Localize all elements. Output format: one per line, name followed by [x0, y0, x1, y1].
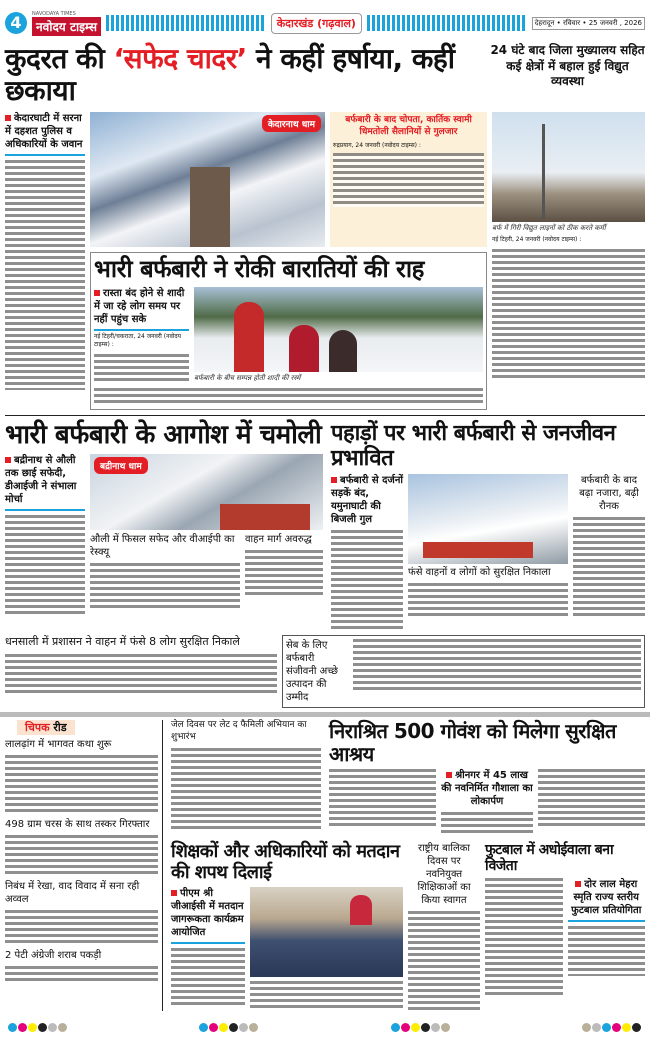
article-body [5, 910, 158, 946]
section-c-top [171, 720, 645, 836]
article-body [90, 563, 240, 611]
wedding-box [90, 252, 487, 409]
article-body [94, 388, 483, 406]
kedarnath-tag: केदारनाथ धाम [262, 115, 321, 132]
wedding-photo-column [194, 287, 483, 384]
gau-body [329, 769, 645, 836]
voter-photo [250, 887, 403, 977]
janjivan-story [331, 421, 645, 631]
wedding-text-column [94, 287, 189, 384]
box-dateline: रुद्रप्रयाग, 24 जनवरी (नवोदय टाइम्स) : [333, 141, 421, 149]
wedding-photo [194, 287, 483, 372]
page-number: 4 [5, 12, 27, 34]
janjivan-side: बर्फबारी के बाद बढ़ा नजारा, बढ़ी रौनक [579, 475, 639, 513]
jail-headline: जेल दिवस पर लेट द फैमिली अभियान का शुभारंभ [171, 720, 307, 743]
roofs-shape [423, 542, 533, 558]
box-title: धिमतोली सैलानियों से गुलजार [359, 127, 458, 138]
quick-read-label [17, 720, 75, 735]
janjivan-headline: पहाड़ों पर भारी बर्फबारी से जनजीवन प्रभावित [331, 420, 616, 472]
apple-box [282, 635, 645, 708]
chamoli-right [90, 454, 323, 615]
article-body [171, 748, 321, 832]
registration-marks [5, 1011, 645, 1040]
chamoli-bullet: बद्रीनाथ से औली तक छाई सफेदी, डीआईजी ने संभाला मोर्चा [5, 454, 85, 506]
section-tag: केदारखंड (गढ़वाल) [271, 13, 362, 34]
badrinath-photo [90, 454, 323, 530]
chamoli-sub2-block [245, 533, 323, 611]
divider [568, 920, 646, 922]
article-body [250, 981, 403, 1011]
header-city: देहरादून [534, 18, 555, 27]
label-black: रीड [49, 721, 67, 735]
header-stripes [106, 15, 266, 31]
divider [171, 942, 245, 944]
groom-shape [234, 302, 264, 372]
brief-headline: लालढ़ांग में भागवत कथा शुरू [5, 739, 112, 751]
dhansali-row [5, 635, 645, 708]
gau-story [329, 720, 645, 836]
voter-right [250, 887, 403, 1011]
article-body [329, 769, 436, 829]
football-story [485, 842, 645, 1011]
divider [94, 329, 189, 331]
power-caption: बर्फ में गिरी विद्युत लाइनों को ठीक करते कर्मी [492, 224, 606, 233]
headline-red-part: ‘सफेद चादर’ [113, 42, 247, 75]
janjivan-right [573, 474, 645, 630]
lead-left-column [5, 112, 85, 409]
header-date: 25 जनवरी , 2026 [588, 18, 642, 27]
dhansali-headline: धनसाली में प्रशासन ने वाहन में फंसे 8 लोग सुरक्षित निकाले [5, 635, 240, 649]
gau-bullet: श्रीनगर में 45 लाख की नवनिर्मित गौशाला का लोकार्पण [441, 770, 533, 808]
chamoli-subs [90, 533, 323, 611]
person-shape [329, 330, 357, 372]
color-dots [199, 1017, 259, 1036]
section-a-body [5, 112, 645, 409]
bride-shape [289, 325, 319, 372]
article-body [441, 812, 533, 836]
article-body [245, 550, 323, 598]
power-dateline: नई टिहरी, 24 जनवरी (नवोदय टाइम्स) : [492, 236, 582, 244]
article-body [485, 878, 563, 998]
divider [5, 509, 85, 511]
article-body [171, 948, 245, 1008]
lead-photo-row [90, 112, 487, 247]
header [5, 0, 645, 40]
power-headline-line: कई क्षेत्रों में बहाल हुई विद्युत व्यवस्था [506, 58, 629, 89]
headline-part: ने कहीं हर्षाया, कहीं छकाया [5, 42, 455, 108]
lead-headline [5, 43, 485, 107]
buildings-shape [220, 504, 310, 530]
janjivan-left [331, 474, 403, 630]
chamoli-story [5, 421, 323, 631]
article-body [5, 755, 158, 815]
brief-headline: निबंध में रेखा, वाद विवाद में सना रही अव्वल [5, 881, 140, 906]
wedding-headline: भारी बर्फबारी ने रोकी बारातियों की राह [94, 255, 424, 284]
badrinath-tag: बद्रीनाथ धाम [94, 457, 148, 474]
apple-box-title: सेब के लिए बर्फबारी संजीवनी अच्छे उत्पादन की उम्मीद [286, 640, 338, 704]
article-body [538, 769, 645, 829]
masthead-small: NAVODAYA TIMES [32, 10, 76, 17]
masthead [32, 11, 101, 36]
article-body [568, 926, 646, 976]
power-headline [490, 43, 645, 107]
gau-headline: निराश्रित 500 गोवंश को मिलेगा सुरक्षित आश्रय [329, 719, 616, 767]
power-photo [492, 112, 645, 222]
headline-part: कुदरत की [5, 42, 114, 75]
dhansali-story [5, 635, 277, 708]
brief-headline: 498 ग्राम चरस के साथ तस्कर गिरफ्तार [5, 819, 150, 831]
voter-left [171, 887, 245, 1011]
wedding-bullet: रास्ता बंद होने से शादी में जा रहे लोग समय पर नहीं पहुंच सके [94, 287, 189, 326]
janjivan-body [331, 474, 645, 630]
power-column [492, 112, 645, 409]
voter-body [171, 887, 403, 1011]
power-headline-line: 24 घंटे बाद जिला मुख्यालय सहित [490, 43, 645, 57]
chamoli-sub2: वाहन मार्ग अवरुद्ध [245, 533, 312, 545]
masthead-brand: नवोदय टाइम्स [32, 17, 101, 36]
wedding-body [94, 287, 483, 384]
section-b [5, 421, 645, 631]
janjivan-caption: फंसे वाहनों व लोगों को सुरक्षित निकाला [408, 567, 551, 579]
voter-story [171, 842, 403, 1011]
color-dots [582, 1017, 642, 1036]
section-c-main [171, 720, 645, 1011]
football-right [568, 878, 646, 998]
gray-strip [0, 712, 650, 717]
jail-story [171, 720, 321, 836]
chamoli-sub1: औली में फिसल सफेद और वीआईपी का रेस्क्यू [90, 533, 235, 558]
chamoli-left [5, 454, 85, 615]
article-body [5, 966, 158, 984]
article-body [5, 654, 277, 696]
lead-middle-column [90, 112, 487, 409]
section-c [5, 720, 645, 1011]
section-divider [5, 415, 645, 416]
article-body [573, 517, 645, 617]
lead-headline-row [5, 43, 645, 107]
football-body [485, 878, 645, 998]
chamoli-headline: भारी बर्फबारी के आगोश में चमोली [5, 419, 322, 450]
voter-headline: शिक्षकों और अधिकारियों को मतदान की शपथ दिलाई [171, 841, 400, 884]
article-body [94, 354, 189, 384]
lead-side-bullet: केदारघाटी में सरना में दहशत पुलिस व अधिकारियों के जवान [5, 112, 85, 151]
chamoli-sub1-block [90, 533, 240, 611]
article-body [353, 639, 641, 693]
brief-headline: 2 पेटी अंग्रेजी शराब पकड़ी [5, 950, 102, 962]
box-body [333, 153, 484, 207]
color-dots [391, 1017, 451, 1036]
section-c-bottom [171, 842, 645, 1011]
wedding-caption: बर्फबारी के बीच सम्पन्न होती शादी की रस्में [194, 373, 301, 382]
article-body [5, 835, 158, 877]
article-body [408, 911, 480, 1011]
football-bullet: दोर लाल मेहरा स्मृति राज्य स्तरीय फुटबाल प्रतियोगिता [568, 878, 646, 917]
temple-shape [190, 167, 230, 247]
wedding-dateline: नई टिहरी/चकराता, 24 जनवरी (नवोदय टाइम्स) : [94, 332, 181, 349]
article-body [492, 249, 645, 379]
voter-bullet: पीएम श्री जीआईसी में मतदान जागरूकता कार्यक्रम आयोजित [171, 887, 244, 938]
girls-story [408, 842, 480, 1011]
article-body [331, 530, 403, 630]
janjivan-middle [408, 474, 568, 630]
article-body [5, 160, 85, 390]
chamoli-body [5, 454, 323, 615]
kedarnath-photo [90, 112, 325, 247]
label-red: चिपक [25, 721, 50, 735]
speaker-shape [350, 895, 372, 925]
box-title: बर्फबारी के बाद चोपता, कार्तिक स्वामी [345, 115, 472, 126]
color-dots [8, 1017, 68, 1036]
pole-shape [542, 124, 545, 219]
gau-middle [441, 769, 533, 836]
divider [5, 154, 85, 156]
girls-headline: राष्ट्रीय बालिका दिवस पर नवनियुक्त शिक्षिकाओं का किया स्वागत [417, 843, 471, 907]
article-body [408, 583, 568, 619]
article-body [5, 515, 85, 615]
header-day: रविवार [562, 18, 581, 27]
dateline-header: देहरादून • रविवार • 25 जनवरी , 2026 [532, 17, 645, 30]
header-stripes [367, 15, 527, 31]
football-headline: फुटबाल में अधोईवाला बना विजेता [485, 842, 614, 875]
quick-read-column [5, 720, 163, 1011]
chopta-box [330, 112, 487, 247]
mountain-photo [408, 474, 568, 564]
janjivan-bullet: बर्फबारी से दर्जनों सड़कें बंद, यमुनाघाटी की बिजली गुल [331, 475, 403, 526]
